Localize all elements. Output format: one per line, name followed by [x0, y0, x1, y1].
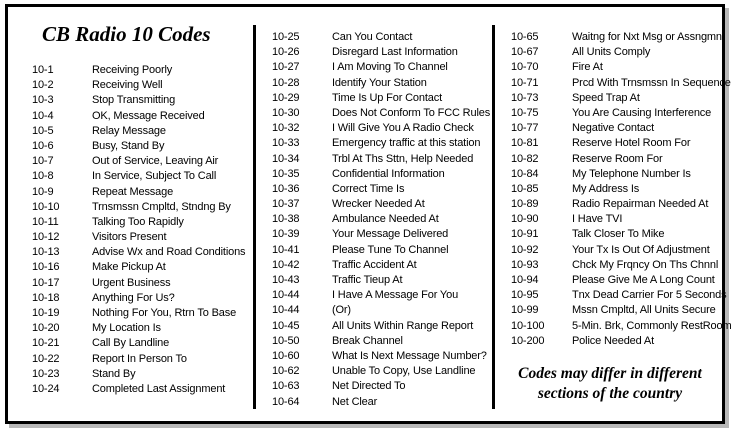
code-row — [272, 227, 490, 242]
code-number: 10-9 — [32, 185, 54, 198]
code-row — [32, 276, 245, 291]
code-row — [32, 185, 245, 200]
code-meaning: Busy, Stand By — [92, 139, 165, 152]
code-number: 10-17 — [32, 276, 60, 289]
code-number: 10-43 — [272, 274, 300, 286]
code-row — [511, 152, 731, 167]
code-number: 10-65 — [511, 31, 539, 43]
codes-card — [5, 4, 732, 424]
code-row — [272, 136, 490, 151]
code-row — [32, 154, 245, 169]
code-row — [32, 382, 245, 397]
code-number: 10-8 — [32, 170, 54, 183]
code-meaning: Relay Message — [92, 124, 166, 137]
code-number: 10-38 — [272, 213, 300, 226]
code-number: 10-12 — [32, 231, 60, 244]
code-number: 10-33 — [272, 137, 300, 150]
code-row — [272, 182, 490, 197]
code-row — [511, 45, 731, 60]
code-row — [272, 319, 490, 334]
code-number: 10-37 — [272, 198, 300, 211]
code-meaning: Out of Service, Leaving Air — [92, 155, 219, 168]
code-row — [511, 243, 731, 258]
code-meaning: Reserve Hotel Room For — [572, 137, 691, 150]
code-row — [272, 379, 490, 394]
code-number: 10-16 — [32, 261, 60, 274]
code-number: 10-89 — [511, 198, 539, 211]
code-meaning: My Location Is — [92, 322, 161, 335]
code-number: 10-84 — [511, 167, 539, 180]
code-number: 10-45 — [272, 319, 300, 332]
code-row — [32, 93, 245, 108]
code-number: 10-200 — [511, 334, 545, 347]
code-row — [511, 319, 731, 334]
code-number: 10-13 — [32, 246, 60, 259]
code-number: 10-7 — [32, 155, 54, 168]
code-meaning: Stand By — [92, 367, 136, 380]
code-row — [32, 215, 245, 230]
code-meaning: Net Clear — [332, 395, 378, 408]
code-number: 10-36 — [272, 182, 300, 195]
code-number: 10-81 — [511, 137, 539, 150]
code-row — [32, 336, 245, 351]
code-number: 10-18 — [32, 291, 60, 304]
code-meaning: Confidential Information — [332, 167, 445, 180]
code-row — [32, 352, 245, 367]
code-row — [272, 45, 490, 60]
code-number: 10-100 — [511, 319, 545, 332]
code-number: 10-5 — [32, 124, 54, 137]
code-meaning: All Units Within Range Report — [332, 319, 474, 332]
code-number: 10-63 — [272, 380, 300, 393]
code-number: 10-11 — [32, 215, 59, 228]
code-meaning: Visitors Present — [92, 231, 167, 244]
code-number: 10-22 — [32, 352, 60, 365]
code-number: 10-70 — [511, 61, 539, 74]
code-meaning: Can You Contact — [332, 31, 413, 43]
code-number: 10-2 — [32, 79, 54, 92]
code-meaning: Radio Repairman Needed At — [572, 198, 709, 211]
code-row — [511, 91, 731, 106]
code-meaning: Wrecker Needed At — [332, 198, 425, 211]
code-number: 10-6 — [32, 139, 54, 152]
code-meaning: Make Pickup At — [92, 261, 166, 274]
code-row — [272, 258, 490, 273]
code-number: 10-44 — [272, 304, 300, 317]
code-row — [32, 63, 245, 78]
code-meaning: Reserve Room For — [572, 152, 663, 165]
code-number: 10-28 — [272, 76, 300, 89]
code-row — [511, 197, 731, 212]
code-number: 10-77 — [511, 122, 539, 135]
code-meaning: Unable To Copy, Use Landline — [332, 365, 476, 378]
code-meaning: Prcd With Trnsmssn In Sequence — [572, 76, 731, 89]
code-row — [272, 121, 490, 136]
code-meaning: Please Tune To Channel — [332, 243, 449, 256]
code-number: 10-1 — [32, 64, 54, 76]
code-row — [511, 273, 731, 288]
code-meaning: Ambulance Needed At — [332, 213, 439, 226]
code-meaning: Fire At — [572, 61, 603, 74]
code-meaning: I Have A Message For You — [332, 289, 459, 302]
code-row — [272, 212, 490, 227]
codes-column-1 — [32, 63, 245, 397]
code-number: 10-39 — [272, 228, 300, 241]
code-row — [272, 197, 490, 212]
code-row — [32, 139, 245, 154]
code-row — [511, 334, 731, 349]
code-row — [511, 258, 731, 273]
code-meaning: All Units Comply — [572, 46, 651, 59]
code-row — [511, 60, 731, 75]
code-number: 10-44 — [272, 289, 300, 302]
code-meaning: I Have TVI — [572, 213, 623, 226]
code-number: 10-10 — [32, 200, 60, 213]
code-meaning: Completed Last Assignment — [92, 382, 226, 395]
code-meaning: Mssn Cmpltd, All Units Secure — [572, 304, 716, 317]
code-row — [32, 109, 245, 124]
code-row — [272, 273, 490, 288]
code-meaning: What Is Next Message Number? — [332, 349, 487, 362]
code-row — [272, 91, 490, 106]
code-meaning: Trbl At Ths Sttn, Help Needed — [332, 152, 474, 165]
code-row — [511, 121, 731, 136]
code-row — [32, 367, 245, 382]
code-row — [272, 60, 490, 75]
page-title: CB Radio 10 Codes — [42, 22, 211, 46]
code-meaning: Time Is Up For Contact — [332, 91, 442, 104]
code-meaning: OK, Message Received — [92, 109, 205, 122]
disclaimer-line-1: Codes may differ in different — [518, 365, 702, 382]
code-meaning: Trnsmssn Cmpltd, Stndng By — [92, 200, 231, 213]
code-number: 10-71 — [511, 76, 539, 89]
code-row — [32, 169, 245, 184]
code-number: 10-27 — [272, 61, 300, 74]
code-meaning: Disregard Last Information — [332, 46, 458, 59]
code-number: 10-41 — [272, 243, 300, 256]
code-number: 10-34 — [272, 152, 300, 165]
code-meaning: You Are Causing Interference — [572, 106, 712, 119]
code-number: 10-50 — [272, 334, 300, 347]
code-meaning: Your Message Delivered — [332, 228, 449, 241]
code-meaning: Waitng for Nxt Msg or Assngmnt — [572, 31, 725, 43]
code-meaning: Net Directed To — [332, 380, 406, 393]
code-meaning: Receiving Well — [92, 79, 163, 92]
code-row — [511, 303, 731, 318]
code-meaning: Break Channel — [332, 334, 403, 347]
code-number: 10-35 — [272, 167, 300, 180]
code-meaning: Urgent Business — [92, 276, 171, 289]
code-number: 10-60 — [272, 349, 300, 362]
code-number: 10-92 — [511, 243, 539, 256]
column-divider-right — [492, 25, 495, 409]
code-row — [272, 167, 490, 182]
code-number: 10-94 — [511, 274, 539, 286]
code-row — [511, 76, 731, 91]
code-meaning: I Am Moving To Channel — [332, 61, 448, 74]
code-row — [32, 78, 245, 93]
code-meaning: Negative Contact — [572, 122, 654, 135]
code-row — [32, 321, 245, 336]
code-row — [272, 152, 490, 167]
code-row — [511, 30, 731, 45]
code-meaning: Your Tx Is Out Of Adjustment — [572, 243, 710, 256]
code-row — [272, 303, 490, 318]
code-number: 10-67 — [511, 46, 539, 59]
code-number: 10-23 — [32, 367, 60, 380]
code-number: 10-42 — [272, 258, 300, 271]
code-meaning: Receiving Poorly — [92, 64, 173, 76]
code-number: 10-26 — [272, 46, 300, 59]
code-row — [32, 245, 245, 260]
code-number: 10-30 — [272, 106, 300, 119]
code-number: 10-99 — [511, 304, 539, 317]
code-row — [32, 200, 245, 215]
code-row — [511, 182, 731, 197]
code-meaning: My Telephone Number Is — [572, 167, 691, 180]
code-number: 10-3 — [32, 94, 54, 107]
code-number: 10-29 — [272, 91, 300, 104]
code-meaning: Traffic Tieup At — [332, 274, 403, 286]
code-meaning: In Service, Subject To Call — [92, 170, 217, 183]
code-number: 10-20 — [32, 322, 60, 335]
code-meaning: Talk Closer To Mike — [572, 228, 665, 241]
code-row — [511, 212, 731, 227]
code-meaning: Anything For Us? — [92, 291, 175, 304]
code-row — [272, 30, 490, 45]
code-number: 10-64 — [272, 395, 300, 408]
code-row — [272, 364, 490, 379]
code-meaning: Report In Person To — [92, 352, 187, 365]
code-number: 10-90 — [511, 213, 539, 226]
code-meaning: Call By Landline — [92, 337, 170, 350]
code-number: 10-91 — [511, 228, 539, 241]
code-row — [272, 334, 490, 349]
code-number: 10-85 — [511, 182, 539, 195]
code-row — [272, 395, 490, 410]
code-meaning: Nothing For You, Rtrn To Base — [92, 307, 237, 319]
code-meaning: Traffic Accident At — [332, 258, 417, 271]
code-row — [32, 260, 245, 275]
code-row — [32, 124, 245, 139]
code-meaning: Police Needed At — [572, 334, 654, 347]
code-row — [511, 167, 731, 182]
disclaimer-line-2: sections of the country — [537, 385, 683, 402]
code-row — [511, 288, 731, 303]
code-meaning: Emergency traffic at this station — [332, 137, 481, 150]
code-row — [32, 306, 245, 321]
codes-column-3 — [511, 30, 731, 349]
code-meaning: Talking Too Rapidly — [92, 215, 184, 228]
codes-column-2 — [272, 30, 490, 410]
code-row — [32, 291, 245, 306]
code-row — [272, 349, 490, 364]
code-row — [272, 106, 490, 121]
code-row — [511, 227, 731, 242]
code-number: 10-21 — [32, 337, 60, 350]
code-meaning: Correct Time Is — [332, 182, 405, 195]
code-number: 10-75 — [511, 106, 539, 119]
code-number: 10-62 — [272, 365, 300, 378]
code-row — [272, 288, 490, 303]
code-number: 10-19 — [32, 307, 60, 319]
code-meaning: Identify Your Station — [332, 76, 427, 89]
regional-disclaimer — [498, 364, 722, 404]
code-row — [32, 230, 245, 245]
code-number: 10-95 — [511, 289, 539, 302]
code-meaning: Speed Trap At — [572, 91, 640, 104]
code-number: 10-73 — [511, 91, 539, 104]
code-meaning: Tnx Dead Carrier For 5 Seconds — [572, 289, 727, 302]
code-meaning: Stop Transmitting — [92, 94, 176, 107]
code-meaning: Advise Wx and Road Conditions — [92, 246, 246, 259]
code-meaning: Repeat Message — [92, 185, 174, 198]
code-row — [272, 243, 490, 258]
code-meaning: Does Not Conform To FCC Rules — [332, 106, 491, 119]
code-meaning: 5-Min. Brk, Commonly RestRoom — [572, 319, 732, 332]
code-row — [272, 76, 490, 91]
code-meaning: Please Give Me A Long Count — [572, 274, 715, 286]
column-divider-left — [253, 25, 256, 409]
code-number: 10-32 — [272, 122, 300, 135]
code-meaning: (Or) — [332, 304, 351, 317]
code-row — [511, 136, 731, 151]
code-number: 10-25 — [272, 31, 300, 43]
code-number: 10-93 — [511, 258, 539, 271]
code-number: 10-24 — [32, 382, 60, 395]
code-meaning: I Will Give You A Radio Check — [332, 122, 474, 135]
code-row — [511, 106, 731, 121]
code-number: 10-82 — [511, 152, 539, 165]
code-meaning: Chck My Frqncy On Ths Chnnl — [572, 258, 719, 271]
code-meaning: My Address Is — [572, 182, 640, 195]
code-number: 10-4 — [32, 109, 54, 122]
